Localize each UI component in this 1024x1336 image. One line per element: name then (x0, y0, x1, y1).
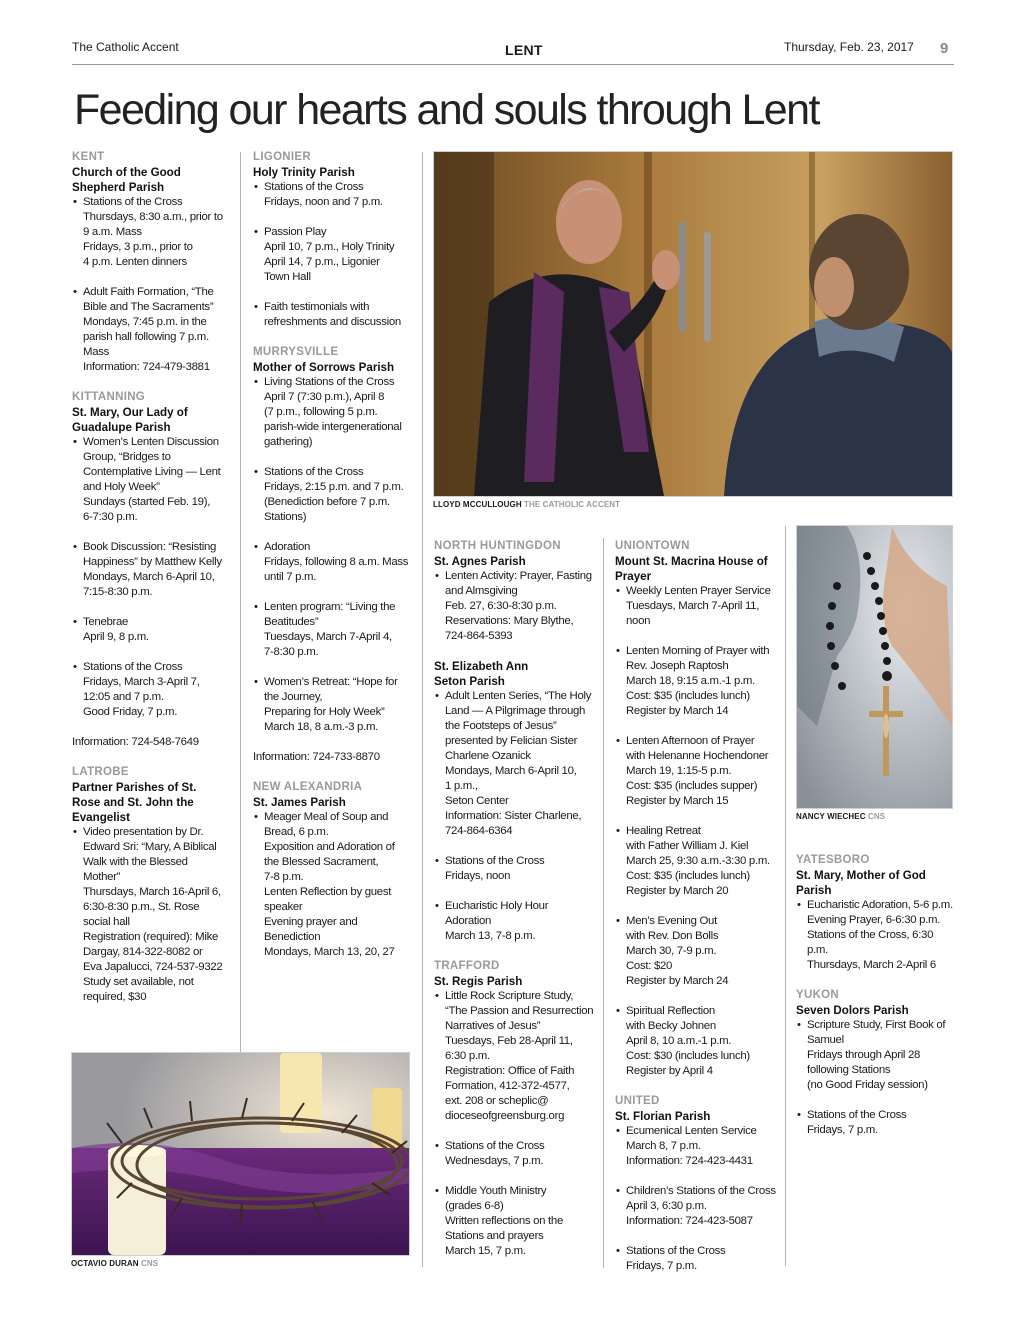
crown-of-thorns-photo (71, 1052, 410, 1256)
event-item: • Stations of the Cross Fridays, 7 p.m. (615, 1244, 783, 1274)
column-2 (253, 150, 418, 960)
event-item: • Little Rock Scripture Study, “The Passion and Resurrection Narratives of Jesus” Tuesdays, Feb 28-April 11, 6:30 p.m. Registration: Office of Faith Formation, 412-372-4577, ext. 208 or scheplic@ dioceseofgreensburg.org (434, 989, 600, 1124)
parish-name: Partner Parishes of St. Rose and St. John the Evangelist (72, 781, 197, 824)
column-4 (615, 539, 783, 1274)
event-item: • Book Discussion: “Resisting Happiness” by Matthew Kelly Mondays, March 6-April 10, 7:15-8:30 p.m. (72, 540, 237, 600)
event-item: • Stations of the Cross Thursdays, 8:30 a.m., prior to 9 a.m. Mass Fridays, 3 p.m., prior to 4 p.m. Lenten dinners (72, 195, 237, 270)
event-item: • Spiritual Reflection with Becky Johnen April 8, 10 a.m.-1 p.m. Cost: $30 (includes lunch) Register by April 4 (615, 1004, 783, 1079)
parish-name: St. Florian Parish (615, 1110, 711, 1123)
header-rule (72, 64, 954, 65)
event-item: • Stations of the Cross Fridays, noon (434, 854, 600, 884)
event-item: • Lenten Morning of Prayer with Rev. Joseph Raptosh March 18, 9:15 a.m.-1 p.m. Cost: $35 (includes lunch) Register by March 14 (615, 644, 783, 719)
event-item: • Stations of the Cross Fridays, March 3-April 7, 12:05 and 7 p.m. Good Friday, 7 p.m. (72, 660, 237, 720)
town-heading: KITTANNING (72, 391, 146, 403)
page-number: 9 (940, 40, 949, 57)
parish-name: Holy Trinity Parish (253, 166, 355, 179)
parish-name: Mount St. Macrina House of Prayer (615, 555, 768, 583)
column-5 (796, 853, 956, 1138)
photo-credit (796, 812, 885, 821)
publication-name: The Catholic Accent (72, 40, 179, 54)
parish-name: Seven Dolors Parish (796, 1004, 909, 1017)
town-heading: NORTH HUNTINGDON (434, 540, 561, 552)
event-item: • Women’s Lenten Discussion Group, “Bridges to Contemplative Living — Lent and Holy Week” Sundays (started Feb. 19), 6-7:30 p.m. (72, 435, 237, 525)
event-item: • Stations of the Cross Fridays, 2:15 p.m. and 7 p.m. (Benediction before 7 p.m. Stations) (253, 465, 418, 525)
event-item: • Faith testimonials with refreshments and discussion (253, 300, 418, 330)
event-item: • Adoration Fridays, following 8 a.m. Mass until 7 p.m. (253, 540, 418, 585)
photo-agency: THE CATHOLIC ACCENT (524, 500, 621, 509)
event-item: • Lenten Afternoon of Prayer with Helenanne Hochendoner March 19, 1:15-5 p.m. Cost: $35 (includes supper) Register by March 15 (615, 734, 783, 809)
section-label: LENT (505, 42, 543, 58)
event-item: • Lenten program: “Living the Beatitudes” Tuesdays, March 7-April 4, 7-8:30 p.m. (253, 600, 418, 660)
parish-name: Church of the Good Shepherd Parish (72, 166, 181, 194)
photo-credit (433, 500, 620, 509)
event-item: • Video presentation by Dr. Edward Sri: “Mary, A Biblical Walk with the Blessed Mother” Thursdays, March 16-April 6, 6:30-8:30 p.m., St. Rose social hall Registration (required): Mike Dargay, 814-322-8082 or Eva Japalucci, 724-537-9322 Study set available, not required, $30 (72, 825, 237, 1005)
event-item: • Eucharistic Holy Hour Adoration March 13, 7-8 p.m. (434, 899, 600, 944)
event-item: • Living Stations of the Cross April 7 (7:30 p.m.), April 8 (7 p.m., following 5 p.m. parish-wide intergenerational gathering) (253, 375, 418, 450)
event-item: • Ecumenical Lenten Service March 8, 7 p.m. Information: 724-423-4431 (615, 1124, 783, 1169)
issue-date: Thursday, Feb. 23, 2017 (784, 40, 914, 54)
photographer-name: LLOYD MCCULLOUGH (433, 500, 522, 509)
town-heading: YUKON (796, 989, 840, 1001)
town-heading: NEW ALEXANDRIA (253, 781, 363, 793)
parish-name: St. Mary, Our Lady of Guadalupe Parish (72, 406, 188, 434)
photo-agency: CNS (867, 812, 886, 821)
photo-agency: CNS (141, 1259, 159, 1268)
event-item: • Stations of the Cross Fridays, 7 p.m. (796, 1108, 956, 1138)
event-item: • Middle Youth Ministry (grades 6-8) Written reflections on the Stations and prayers March 15, 7 p.m. (434, 1184, 600, 1259)
town-heading: TRAFFORD (434, 960, 500, 972)
column-divider (422, 152, 423, 1267)
info-line: Information: 724-733-8870 (253, 751, 380, 763)
town-heading: KENT (72, 151, 105, 163)
event-item: • Women’s Retreat: “Hope for the Journey, Preparing for Holy Week” March 18, 8 a.m.-3 p.m. (253, 675, 418, 735)
event-item: • Men’s Evening Out with Rev. Don Bolls March 30, 7-9 p.m. Cost: $20 Register by March 24 (615, 914, 783, 989)
photographer-name: NANCY WIECHEC (796, 812, 866, 821)
photographer-name: OCTAVIO DURAN (71, 1259, 139, 1268)
photo-credit (71, 1259, 158, 1268)
event-item: • Scripture Study, First Book of Samuel Fridays through April 28 following Stations (no Good Friday session) (796, 1018, 956, 1093)
parish-name: St. Elizabeth Ann Seton Parish (434, 660, 529, 688)
parish-name: St. Mary, Mother of God Parish (796, 869, 926, 897)
column-1 (72, 150, 237, 1005)
confession-photo (433, 151, 953, 497)
town-heading: UNIONTOWN (615, 540, 690, 552)
event-item: • Eucharistic Adoration, 5-6 p.m. Evening Prayer, 6-6:30 p.m. Stations of the Cross, 6:30 p.m. Thursdays, March 2-April 6 (796, 898, 956, 973)
column-divider (240, 152, 241, 1052)
town-heading: MURRYSVILLE (253, 346, 339, 358)
event-item: • Meager Meal of Soup and Bread, 6 p.m. Exposition and Adoration of the Blessed Sacrament, 7-8 p.m. Lenten Reflection by guest speaker Evening prayer and Benediction Mondays, March 13, 20, 27 (253, 810, 418, 960)
event-item: • Lenten Activity: Prayer, Fasting and Almsgiving Feb. 27, 6:30-8:30 p.m. Reservations: Mary Blythe, 724-864-5393 (434, 569, 600, 644)
town-heading: UNITED (615, 1095, 660, 1107)
town-heading: LIGONIER (253, 151, 311, 163)
parish-name: St. James Parish (253, 796, 346, 809)
headline: Feeding our hearts and souls through Lent (74, 86, 819, 134)
column-divider (785, 526, 786, 1266)
town-heading: LATROBE (72, 766, 129, 778)
info-line: Information: 724-548-7649 (72, 736, 199, 748)
parish-name: Mother of Sorrows Parish (253, 361, 395, 374)
column-divider (603, 538, 604, 1268)
event-item: • Healing Retreat with Father William J. Kiel March 25, 9:30 a.m.-3:30 p.m. Cost: $35 (includes lunch) Register by March 20 (615, 824, 783, 899)
event-item: • Tenebrae April 9, 8 p.m. (72, 615, 237, 645)
parish-name: St. Agnes Parish (434, 555, 526, 568)
event-item: • Adult Faith Formation, “The Bible and The Sacraments” Mondays, 7:45 p.m. in the parish hall following 7 p.m. Mass Information: 724-479-3881 (72, 285, 237, 375)
town-heading: YATESBORO (796, 854, 870, 866)
event-item: • Stations of the Cross Wednesdays, 7 p.m. (434, 1139, 600, 1169)
event-item: • Weekly Lenten Prayer Service Tuesdays, March 7-April 11, noon (615, 584, 783, 629)
parish-name: St. Regis Parish (434, 975, 523, 988)
event-item: • Stations of the Cross Fridays, noon and 7 p.m. (253, 180, 418, 210)
rosary-photo (796, 525, 953, 809)
event-item: • Adult Lenten Series, “The Holy Land — A Pilgrimage through the Footsteps of Jesus” presented by Felician Sister Charlene Ozanick Mondays, March 6-April 10, 1 p.m., Seton Center Information: Sister Charlene, 724-864-6364 (434, 689, 600, 839)
event-item: • Children’s Stations of the Cross April 3, 6:30 p.m. Information: 724-423-5087 (615, 1184, 783, 1229)
column-3 (434, 539, 600, 1259)
event-item: • Passion Play April 10, 7 p.m., Holy Trinity April 14, 7 p.m., Ligonier Town Hall (253, 225, 418, 285)
